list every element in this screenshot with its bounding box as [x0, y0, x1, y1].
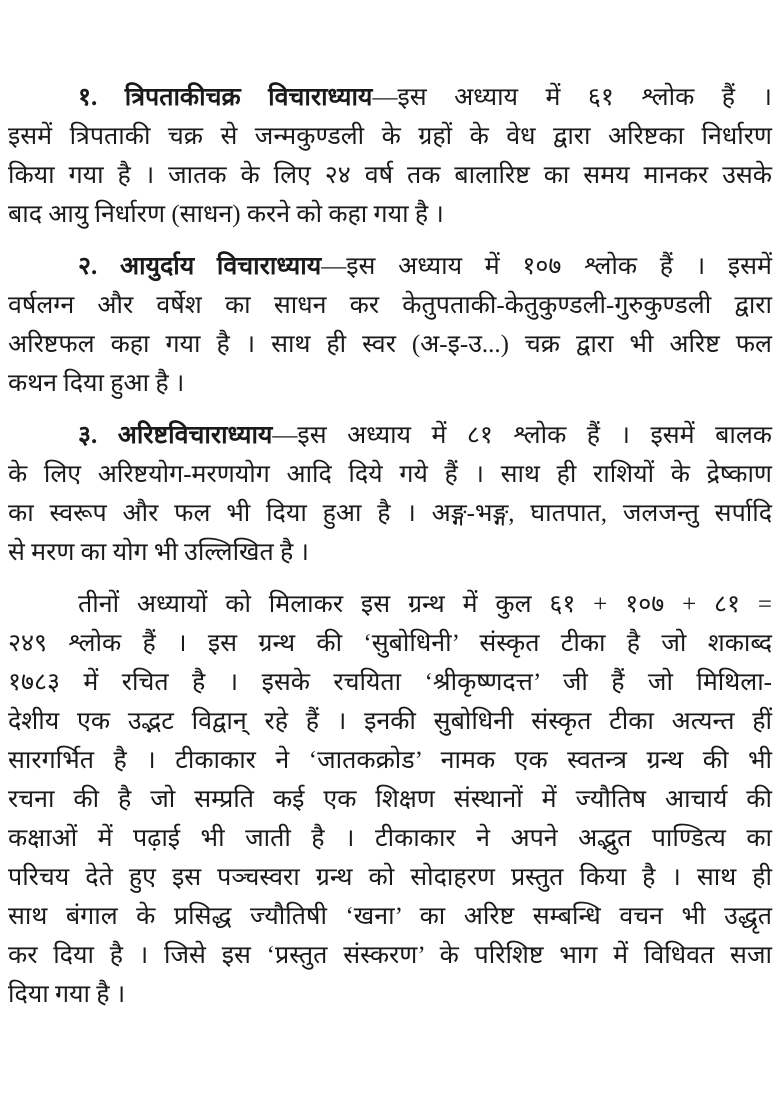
- paragraph-line: साथ बंगाल के प्रसिद्ध ज्यौतिषी ‘खना’ का अरिष्ट सम्बन्धि वचन भी उद्धृत: [8, 903, 772, 930]
- chapter-heading: १. त्रिपताकीचक्र विचाराध्याय: [78, 84, 373, 111]
- paragraph-line: कक्षाओं में पढ़ाई भी जाती है । टीकाकार ने अपने अद्भुत पाण्डित्य का: [8, 825, 772, 852]
- paragraph-line: तीनों अध्यायों को मिलाकर इस ग्रन्थ में कुल ६१ + १०७ + ८१ =: [78, 591, 772, 618]
- chapter-heading: ३. अरिष्टविचाराध्याय: [78, 422, 273, 449]
- paragraph-line: इसमें त्रिपताकी चक्र से जन्मकुण्डली के ग्रहों के वेध द्वारा अरिष्टका निर्धारण: [8, 123, 772, 150]
- line-text: —इस अध्याय में ८१ श्लोक हैं । इसमें बालक: [272, 422, 772, 449]
- paragraph-summary: [8, 585, 772, 1014]
- chapter-heading: २. आयुर्दाय विचाराध्याय: [78, 253, 322, 280]
- paragraph-line: परिचय देते हुए इस पञ्चस्वरा ग्रन्थ को सोदाहरण प्रस्तुत किया है । साथ ही: [8, 864, 772, 891]
- paragraph-line: [8, 78, 772, 117]
- paragraph-line: रचना की है जो सम्प्रति कई एक शिक्षण संस्थानों में ज्यौतिष आचार्य की: [8, 786, 772, 813]
- paragraph-line: से मरण का योग भी उल्लिखित है ।: [8, 539, 310, 566]
- paragraph-line: १७८३ में रचित है । इसके रचयिता ‘श्रीकृष्णदत्त’ जी हैं जो मिथिला-: [8, 669, 772, 696]
- paragraph-chapter-1: [8, 78, 772, 234]
- paragraph-line: २४९ श्लोक हैं । इस ग्रन्थ की ‘सुबोधिनी’ संस्कृत टीका है जो शकाब्द: [8, 630, 772, 657]
- paragraph-line: वर्षलग्न और वर्षेश का साधन कर केतुपताकी-केतुकुण्डली-गुरुकुण्डली द्वारा: [8, 292, 772, 319]
- paragraph-chapter-2: [8, 247, 772, 403]
- document-page: [8, 78, 772, 1027]
- paragraph-line: [8, 247, 772, 286]
- paragraph-line: बाद आयु निर्धारण (साधन) करने को कहा गया है ।: [8, 201, 444, 228]
- paragraph-line: के लिए अरिष्टयोग-मरणयोग आदि दिये गये हैं । साथ ही राशियों के द्रेष्काण: [8, 461, 772, 488]
- paragraph-line: सारगर्भित है । टीकाकार ने ‘जातकक्रोड’ नामक एक स्वतन्त्र ग्रन्थ की भी: [8, 747, 772, 774]
- line-text: —इस अध्याय में ६१ श्लोक हैं ।: [372, 84, 772, 111]
- paragraph-line: अरिष्टफल कहा गया है । साथ ही स्वर (अ-इ-उ...) चक्र द्वारा भी अरिष्ट फल: [8, 331, 772, 358]
- paragraph-line: का स्वरूप और फल भी दिया हुआ है । अङ्ग-भङ्ग, घातपात, जलजन्तु सर्पादि: [8, 500, 772, 527]
- paragraph-line: कथन दिया हुआ है ।: [8, 370, 185, 397]
- paragraph-line: कर दिया है । जिसे इस ‘प्रस्तुत संस्करण’ के परिशिष्ट भाग में विधिवत सजा: [8, 942, 772, 969]
- paragraph-chapter-3: [8, 416, 772, 572]
- paragraph-line: दिया गया है ।: [8, 981, 126, 1008]
- paragraph-line: देशीय एक उद्भट विद्वान् रहे हैं । इनकी सुबोधिनी संस्कृत टीका अत्यन्त हीं: [8, 708, 772, 735]
- line-text: —इस अध्याय में १०७ श्लोक हैं । इसमें: [321, 253, 772, 280]
- paragraph-line: किया गया है । जातक के लिए २४ वर्ष तक बालारिष्ट का समय मानकर उसके: [8, 162, 772, 189]
- paragraph-line: [8, 416, 772, 455]
